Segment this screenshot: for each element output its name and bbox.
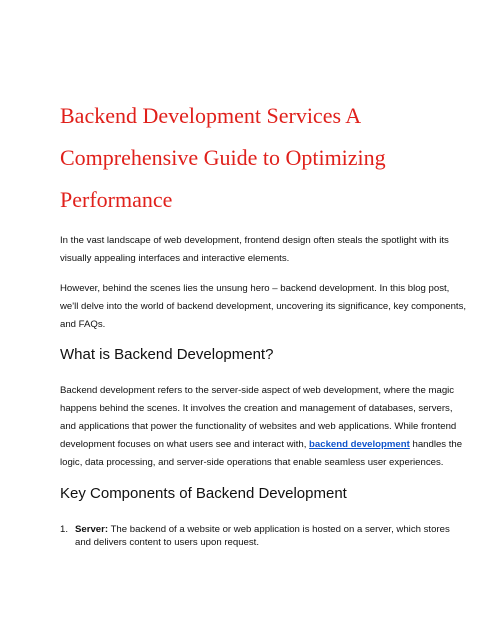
paragraph-line: [60, 436, 463, 454]
paragraph-line: logic, data processing, and server-side operations that enable seamless user experiences.: [60, 457, 444, 468]
intro-paragraph-1: [60, 232, 449, 268]
section-1-paragraph: [60, 382, 463, 472]
paragraph-line: visually appealing interfaces and interactive elements.: [60, 253, 290, 264]
document-title: [60, 95, 460, 221]
list-item-text: The backend of a website or web application is hosted on a server, which stores: [108, 524, 450, 535]
list-item-number: 1.: [60, 524, 69, 535]
paragraph-line: However, behind the scenes lies the unsung hero – backend development. In this blog post,: [60, 283, 450, 294]
title-line: Comprehensive Guide to Optimizing: [60, 145, 386, 170]
paragraph-line: In the vast landscape of web development, frontend design often steals the spotlight with its: [60, 235, 449, 246]
backend-development-link[interactable]: backend development: [309, 439, 410, 450]
paragraph-line: we'll delve into the world of backend development, uncovering its significance, key components,: [60, 301, 467, 312]
intro-paragraph-2: [60, 280, 467, 334]
list-item-label: Server:: [75, 524, 109, 535]
paragraph-line: and applications that power the functionality of websites and web applications. While frontend: [60, 421, 457, 432]
list-item-line: [75, 523, 450, 536]
line-text-before-link: development focuses on what users see and interact with,: [60, 439, 310, 450]
list-item: [60, 523, 450, 549]
section-heading-key-components: Key Components of Backend Development: [60, 485, 347, 502]
section-heading-what-is-backend: What is Backend Development?: [60, 346, 274, 363]
paragraph-line: Backend development refers to the server-side aspect of web development, where the magic: [60, 385, 455, 396]
title-line: Backend Development Services A: [60, 103, 362, 128]
title-line: Performance: [60, 187, 173, 212]
key-components-list: [60, 523, 450, 549]
paragraph-line: and FAQs.: [60, 319, 106, 330]
paragraph-line: happens behind the scenes. It involves the creation and management of databases, servers,: [60, 403, 453, 414]
line-text-after-link: handles the: [409, 439, 463, 450]
list-item-line: and delivers content to users upon request.: [75, 537, 259, 548]
